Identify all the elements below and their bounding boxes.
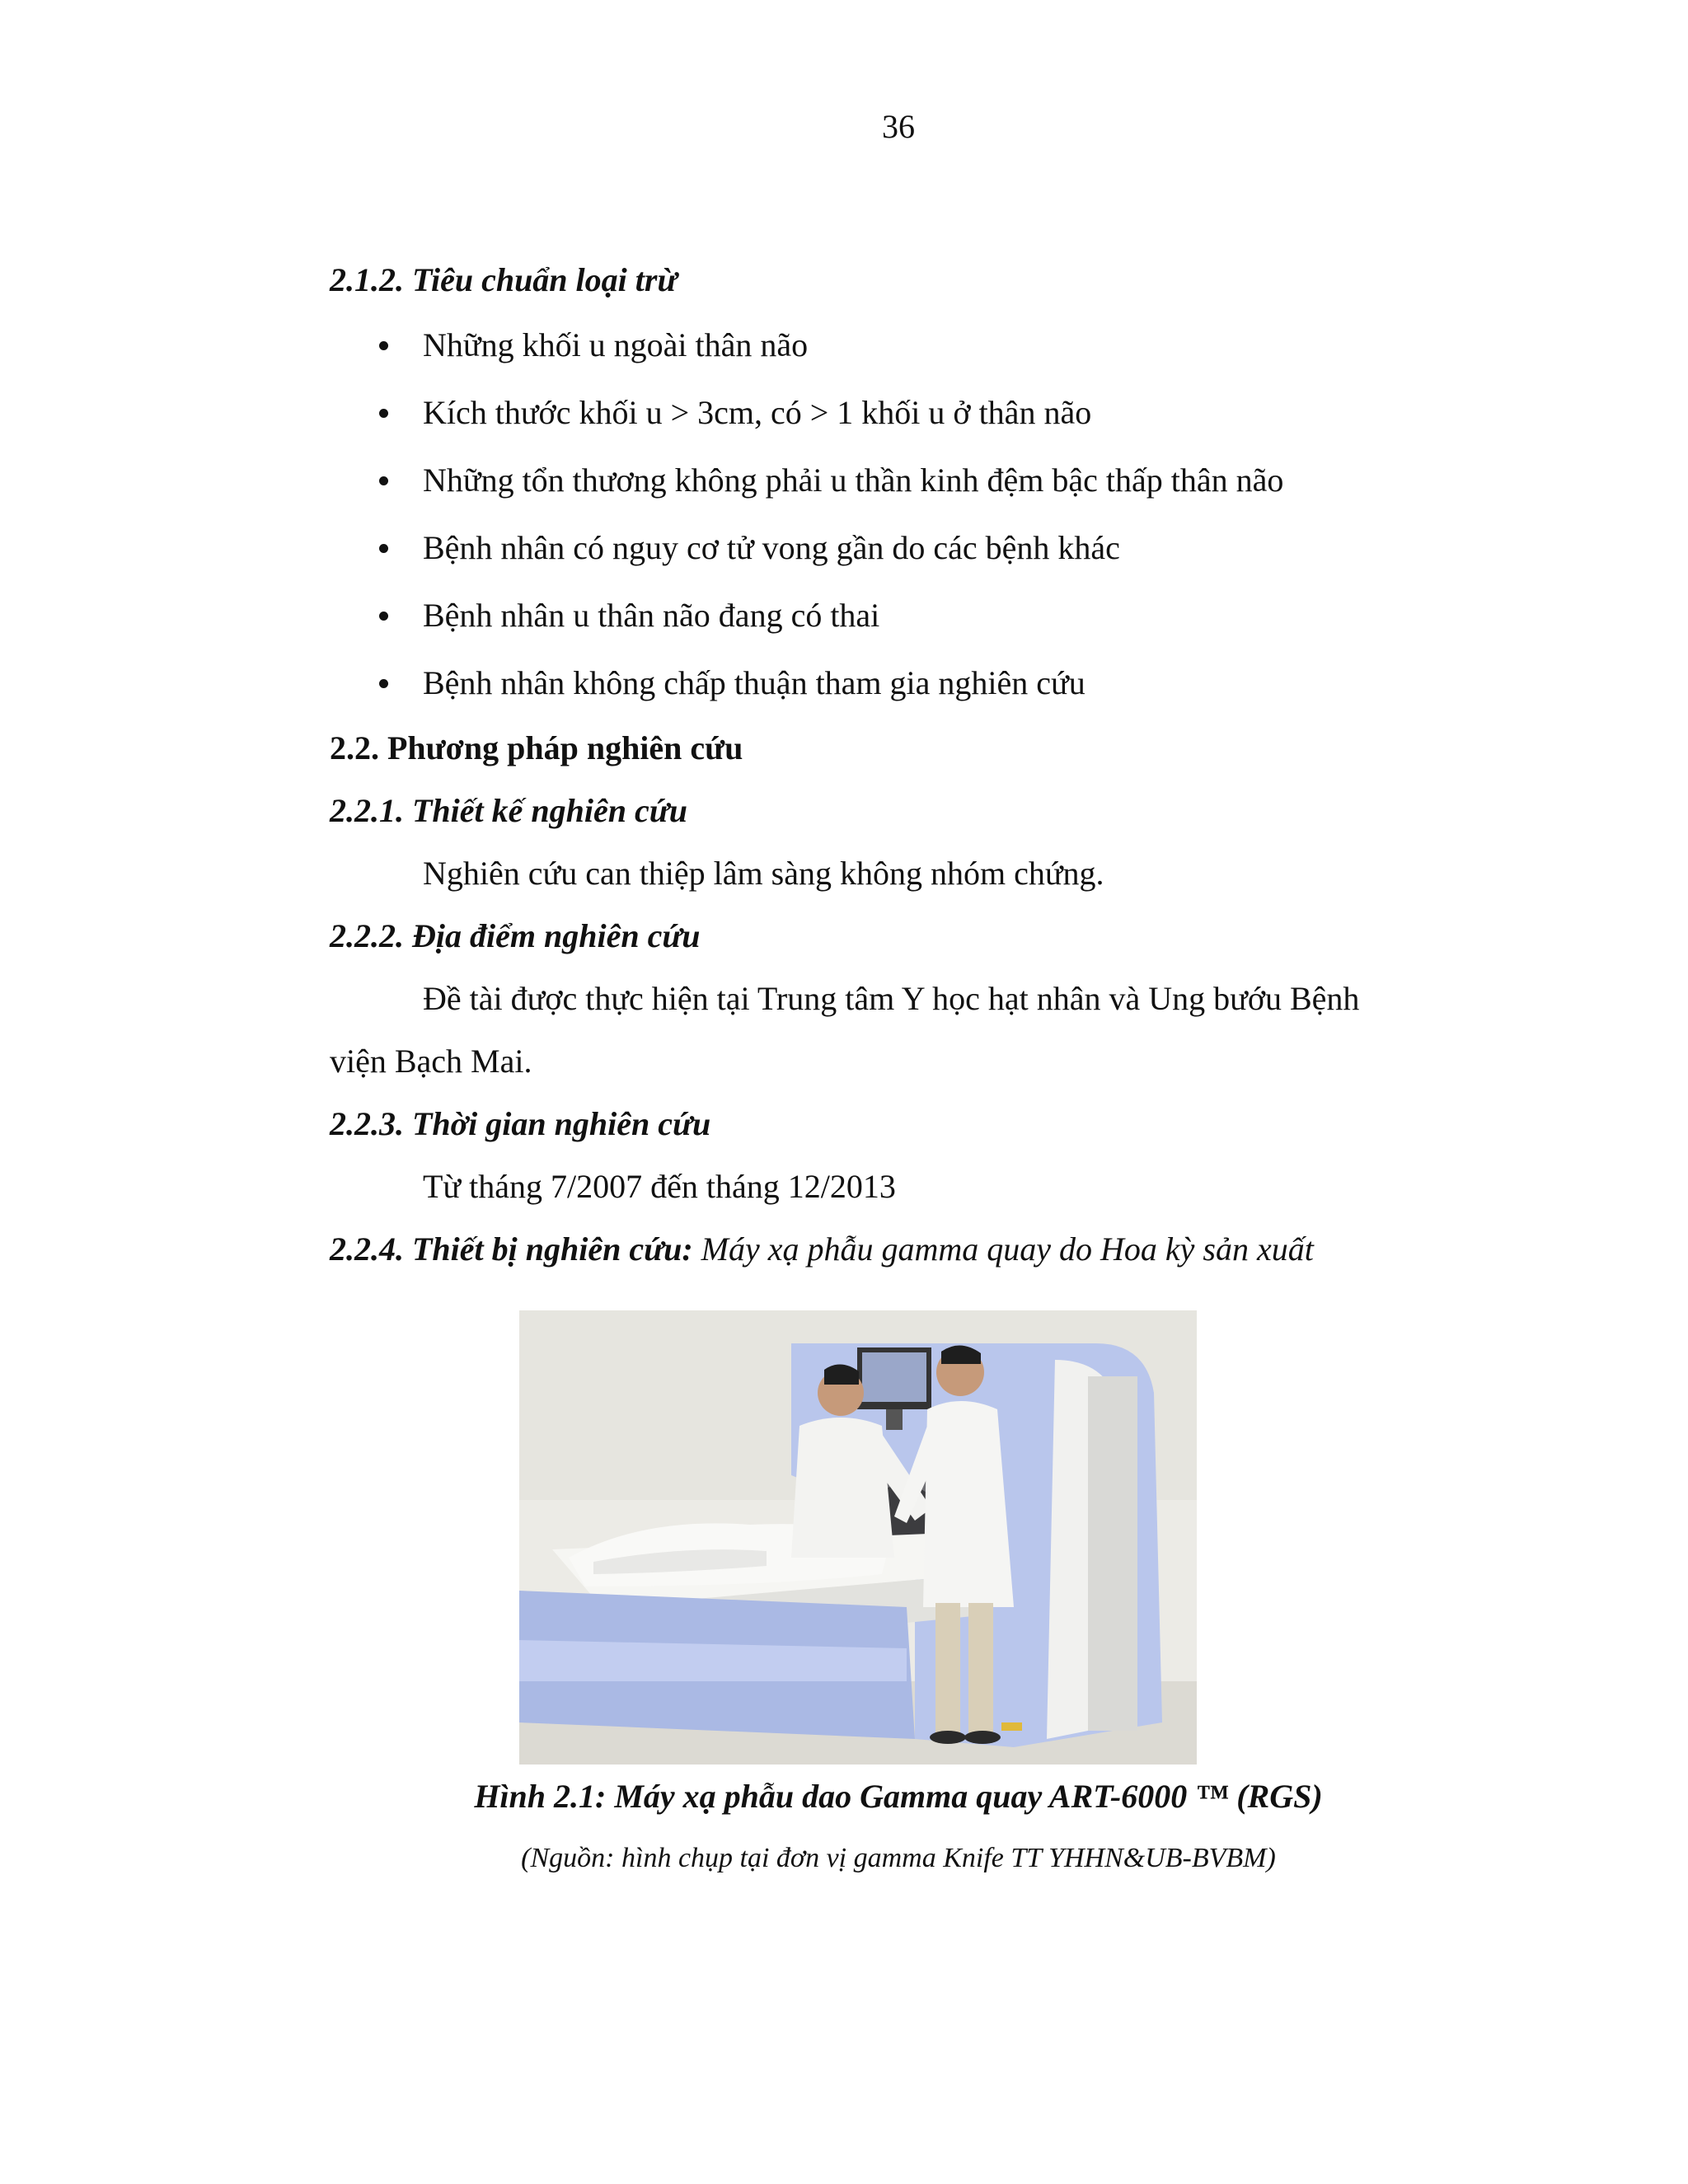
exclusion-criteria-list bbox=[330, 312, 1484, 717]
list-item bbox=[330, 649, 1484, 717]
list-item-text: Những tổn thương không phải u thần kinh đệm bậc thấp thân não bbox=[423, 462, 1284, 499]
heading-2-2-1: 2.2.1. Thiết kế nghiên cứu bbox=[330, 792, 687, 829]
study-location-line-1: Đề tài được thực hiện tại Trung tâm Y học hạt nhân và Ung bướu Bệnh bbox=[423, 980, 1360, 1017]
page-content bbox=[330, 249, 1484, 1281]
heading-2-2-3: 2.2.3. Thời gian nghiên cứu bbox=[330, 1105, 711, 1142]
study-location-text bbox=[330, 968, 1484, 1093]
figure-source: (Nguồn: hình chụp tại đơn vị gamma Knife TT YHHN&UB-BVBM) bbox=[521, 1843, 1276, 1873]
list-item-text: Bệnh nhân có nguy cơ tử vong gần do các bệnh khác bbox=[423, 529, 1120, 566]
heading-2-1-2: 2.1.2. Tiêu chuẩn loại trừ bbox=[330, 261, 678, 298]
page-number: 36 bbox=[882, 108, 915, 145]
bullet-icon bbox=[379, 679, 388, 688]
list-item bbox=[330, 447, 1484, 514]
list-item bbox=[330, 312, 1484, 379]
heading-2-2-2: 2.2.2. Địa điểm nghiên cứu bbox=[330, 917, 701, 954]
heading-2-2: 2.2. Phương pháp nghiên cứu bbox=[330, 729, 743, 766]
heading-2-2-4-label: 2.2.4. Thiết bị nghiên cứu: bbox=[330, 1230, 693, 1268]
list-item bbox=[330, 582, 1484, 649]
list-item bbox=[330, 379, 1484, 447]
list-item-text: Những khối u ngoài thân não bbox=[423, 326, 809, 363]
study-design-text: Nghiên cứu can thiệp lâm sàng không nhóm chứng. bbox=[423, 855, 1104, 892]
bullet-icon bbox=[379, 409, 388, 418]
heading-2-2-4 bbox=[330, 1218, 1484, 1281]
list-item-text: Bệnh nhân u thân não đang có thai bbox=[423, 597, 880, 634]
bullet-icon bbox=[379, 544, 388, 553]
list-item-text: Kích thước khối u > 3cm, có > 1 khối u ở thân não bbox=[423, 394, 1092, 431]
bullet-icon bbox=[379, 612, 388, 621]
figure-caption: Hình 2.1: Máy xạ phẫu dao Gamma quay ART-6000 ™ (RGS) bbox=[474, 1778, 1323, 1815]
bullet-icon bbox=[379, 476, 388, 485]
list-item-text: Bệnh nhân không chấp thuận tham gia nghiên cứu bbox=[423, 664, 1085, 701]
equipment-description: Máy xạ phẫu gamma quay do Hoa kỳ sản xuất bbox=[701, 1230, 1314, 1268]
gamma-knife-photo bbox=[519, 1310, 1197, 1765]
list-item bbox=[330, 514, 1484, 582]
bullet-icon bbox=[379, 341, 388, 350]
study-location-line-2: viện Bạch Mai. bbox=[330, 1043, 532, 1080]
study-time-text: Từ tháng 7/2007 đến tháng 12/2013 bbox=[423, 1168, 896, 1205]
